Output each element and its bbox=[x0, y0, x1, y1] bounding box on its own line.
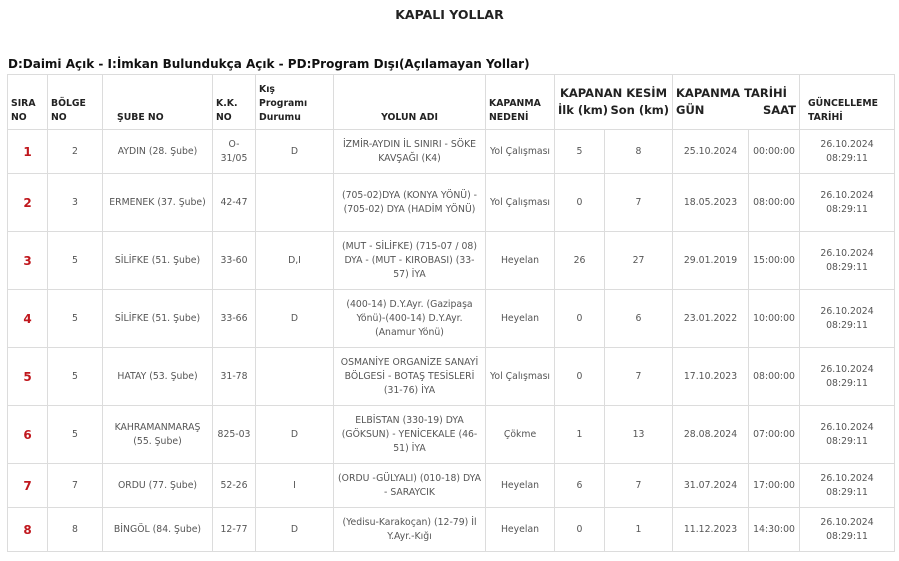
cell-sira: 8 bbox=[8, 508, 48, 552]
cell-gun: 28.08.2024 bbox=[673, 406, 749, 464]
cell-kis bbox=[256, 348, 334, 406]
cell-neden: Yol Çalışması bbox=[486, 130, 555, 174]
cell-yol: (705-02)DYA (KONYA YÖNÜ) - (705-02) DYA (HADİM YÖNÜ) bbox=[334, 174, 486, 232]
table-header-row bbox=[8, 75, 895, 130]
cell-sira: 3 bbox=[8, 232, 48, 290]
cell-yol: İZMİR-AYDIN İL SINIRI - SÖKE KAVŞAĞI (K4) bbox=[334, 130, 486, 174]
cell-saat: 00:00:00 bbox=[749, 130, 800, 174]
cell-sube: HATAY (53. Şube) bbox=[103, 348, 213, 406]
cell-saat: 08:00:00 bbox=[749, 348, 800, 406]
cell-neden: Heyelan bbox=[486, 290, 555, 348]
cell-sira: 4 bbox=[8, 290, 48, 348]
cell-ilk: 0 bbox=[555, 290, 605, 348]
table-row bbox=[8, 290, 895, 348]
cell-guncelleme: 26.10.2024 08:29:11 bbox=[800, 508, 895, 552]
cell-saat: 10:00:00 bbox=[749, 290, 800, 348]
cell-kk: 31-78 bbox=[213, 348, 256, 406]
cell-ilk: 0 bbox=[555, 508, 605, 552]
cell-guncelleme: 26.10.2024 08:29:11 bbox=[800, 348, 895, 406]
cell-yol: (ORDU -GÜLYALI) (010-18) DYA - SARAYCIK bbox=[334, 464, 486, 508]
cell-bolge: 2 bbox=[48, 130, 103, 174]
cell-ilk: 0 bbox=[555, 174, 605, 232]
header-kis-programi: Kış Programı Durumu bbox=[256, 75, 334, 130]
cell-son: 7 bbox=[605, 348, 673, 406]
cell-yol: OSMANİYE ORGANİZE SANAYİ BÖLGESİ - BOTAŞ TESİSLERİ (31-76) İYA bbox=[334, 348, 486, 406]
header-kapanma-nedeni: KAPANMA NEDENİ bbox=[486, 75, 555, 130]
cell-guncelleme: 26.10.2024 08:29:11 bbox=[800, 464, 895, 508]
cell-kk: 12-77 bbox=[213, 508, 256, 552]
header-bolge: BÖLGE NO bbox=[48, 75, 103, 130]
cell-gun: 11.12.2023 bbox=[673, 508, 749, 552]
cell-kk: 825-03 bbox=[213, 406, 256, 464]
header-guncelleme-tarihi: GÜNCELLEME TARİHİ bbox=[800, 75, 895, 130]
cell-yol: (MUT - SİLİFKE) (715-07 / 08) DYA - (MUT - KIROBASI) (33-57) İYA bbox=[334, 232, 486, 290]
cell-yol: ELBİSTAN (330-19) DYA (GÖKSUN) - YENİCEKALE (46-51) İYA bbox=[334, 406, 486, 464]
cell-sira: 2 bbox=[8, 174, 48, 232]
cell-bolge: 5 bbox=[48, 290, 103, 348]
cell-saat: 07:00:00 bbox=[749, 406, 800, 464]
cell-neden: Yol Çalışması bbox=[486, 348, 555, 406]
cell-kis: D bbox=[256, 290, 334, 348]
table-row bbox=[8, 508, 895, 552]
cell-sube: AYDIN (28. Şube) bbox=[103, 130, 213, 174]
cell-son: 1 bbox=[605, 508, 673, 552]
cell-bolge: 5 bbox=[48, 232, 103, 290]
cell-yol: (400-14) D.Y.Ayr. (Gazipaşa Yönü)-(400-14) D.Y.Ayr. (Anamur Yönü) bbox=[334, 290, 486, 348]
table-row bbox=[8, 464, 895, 508]
cell-son: 6 bbox=[605, 290, 673, 348]
cell-ilk: 26 bbox=[555, 232, 605, 290]
cell-kis: D,I bbox=[256, 232, 334, 290]
cell-bolge: 5 bbox=[48, 406, 103, 464]
table-row bbox=[8, 174, 895, 232]
cell-kk: 42-47 bbox=[213, 174, 256, 232]
cell-ilk: 5 bbox=[555, 130, 605, 174]
cell-gun: 23.01.2022 bbox=[673, 290, 749, 348]
cell-kk: 33-60 bbox=[213, 232, 256, 290]
cell-son: 27 bbox=[605, 232, 673, 290]
cell-kis: I bbox=[256, 464, 334, 508]
cell-yol: (Yedisu-Karakoçan) (12-79) İl Y.Ayr.-Kığı bbox=[334, 508, 486, 552]
page-title: KAPALI YOLLAR bbox=[395, 7, 504, 22]
cell-bolge: 3 bbox=[48, 174, 103, 232]
cell-sube: SİLİFKE (51. Şube) bbox=[103, 290, 213, 348]
cell-neden: Heyelan bbox=[486, 508, 555, 552]
cell-son: 13 bbox=[605, 406, 673, 464]
cell-bolge: 8 bbox=[48, 508, 103, 552]
cell-ilk: 6 bbox=[555, 464, 605, 508]
cell-guncelleme: 26.10.2024 08:29:11 bbox=[800, 174, 895, 232]
cell-kis bbox=[256, 174, 334, 232]
header-kapanan-kesim: KAPANAN KESİM İlk (km) Son (km) bbox=[555, 75, 673, 130]
table-row bbox=[8, 348, 895, 406]
cell-ilk: 0 bbox=[555, 348, 605, 406]
cell-neden: Heyelan bbox=[486, 232, 555, 290]
cell-kk: 52-26 bbox=[213, 464, 256, 508]
cell-gun: 25.10.2024 bbox=[673, 130, 749, 174]
cell-saat: 17:00:00 bbox=[749, 464, 800, 508]
cell-gun: 18.05.2023 bbox=[673, 174, 749, 232]
header-sira: SIRA NO bbox=[8, 75, 48, 130]
cell-guncelleme: 26.10.2024 08:29:11 bbox=[800, 130, 895, 174]
table-row bbox=[8, 406, 895, 464]
table-row bbox=[8, 232, 895, 290]
cell-sira: 1 bbox=[8, 130, 48, 174]
cell-neden: Yol Çalışması bbox=[486, 174, 555, 232]
cell-sira: 5 bbox=[8, 348, 48, 406]
header-kk: K.K. NO bbox=[213, 75, 256, 130]
cell-sube: ORDU (77. Şube) bbox=[103, 464, 213, 508]
cell-saat: 14:30:00 bbox=[749, 508, 800, 552]
cell-guncelleme: 26.10.2024 08:29:11 bbox=[800, 406, 895, 464]
cell-kk: O-31/05 bbox=[213, 130, 256, 174]
cell-sira: 6 bbox=[8, 406, 48, 464]
cell-son: 8 bbox=[605, 130, 673, 174]
cell-gun: 29.01.2019 bbox=[673, 232, 749, 290]
cell-kis: D bbox=[256, 406, 334, 464]
cell-sube: BİNGÖL (84. Şube) bbox=[103, 508, 213, 552]
cell-kk: 33-66 bbox=[213, 290, 256, 348]
cell-sube: KAHRAMANMARAŞ (55. Şube) bbox=[103, 406, 213, 464]
cell-neden: Heyelan bbox=[486, 464, 555, 508]
cell-guncelleme: 26.10.2024 08:29:11 bbox=[800, 232, 895, 290]
legend-text: D:Daimi Açık - I:İmkan Bulundukça Açık - PD:Program Dışı(Açılamayan Yollar) bbox=[8, 57, 530, 71]
cell-son: 7 bbox=[605, 174, 673, 232]
closed-roads-table bbox=[7, 74, 895, 552]
cell-sube: SİLİFKE (51. Şube) bbox=[103, 232, 213, 290]
cell-kis: D bbox=[256, 130, 334, 174]
cell-guncelleme: 26.10.2024 08:29:11 bbox=[800, 290, 895, 348]
cell-gun: 31.07.2024 bbox=[673, 464, 749, 508]
table-row bbox=[8, 130, 895, 174]
cell-kis: D bbox=[256, 508, 334, 552]
cell-sube: ERMENEK (37. Şube) bbox=[103, 174, 213, 232]
cell-saat: 15:00:00 bbox=[749, 232, 800, 290]
header-kapanma-tarihi: KAPANMA TARİHİ GÜN SAAT bbox=[673, 75, 800, 130]
header-yolun-adi: YOLUN ADI bbox=[334, 75, 486, 130]
cell-gun: 17.10.2023 bbox=[673, 348, 749, 406]
header-sube: ŞUBE NO bbox=[103, 75, 213, 130]
cell-ilk: 1 bbox=[555, 406, 605, 464]
cell-son: 7 bbox=[605, 464, 673, 508]
cell-bolge: 5 bbox=[48, 348, 103, 406]
cell-neden: Çökme bbox=[486, 406, 555, 464]
cell-bolge: 7 bbox=[48, 464, 103, 508]
cell-saat: 08:00:00 bbox=[749, 174, 800, 232]
cell-sira: 7 bbox=[8, 464, 48, 508]
